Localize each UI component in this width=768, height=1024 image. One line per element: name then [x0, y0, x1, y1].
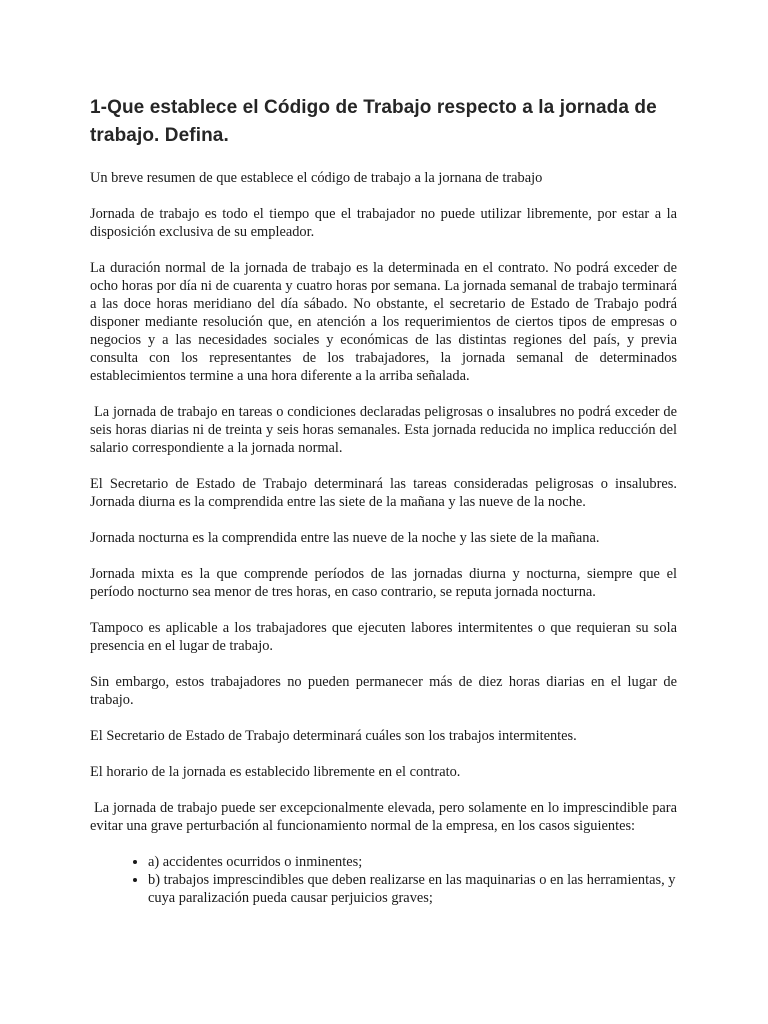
list-item: • b) trabajos imprescindibles que deben realizarse en las maquinarias o en las herramientas, y cuya paralización pueda causar perjuicios graves; — [148, 871, 677, 907]
document-title: 1-Que establece el Código de Trabajo respecto a la jornada de trabajo. Defina. — [90, 97, 657, 146]
paragraph-night-shift: Jornada nocturna es la comprendida entre las nueve de la noche y las siete de la mañana. — [90, 530, 600, 546]
cases-list — [90, 853, 677, 907]
paragraph-schedule: El horario de la jornada es establecido libremente en el contrato. — [90, 764, 461, 780]
paragraph-secretary: El Secretario de Estado de Trabajo determinará cuáles son los trabajos intermitentes. — [90, 728, 577, 744]
document-content — [90, 94, 677, 907]
paragraph-exceptional: La jornada de trabajo puede ser excepcionalmente elevada, pero solamente en lo imprescindible para evitar una grave perturbación al funcionamiento normal de la empresa, en los casos siguientes: — [90, 800, 677, 834]
paragraph-duration: La duración normal de la jornada de trabajo es la determinada en el contrato. No podrá exceder de ocho horas por día ni de cuarenta y cuatro horas por semana. La jornada semanal de trabajo terminará a las doce horas meridiano del día sábado. No obstante, el secretario de Estado de Trabajo podrá disponer mediante resolución que, en atención a los requerimientos de ciertos tipos de empresas o negocios y a las necesidades sociales y económicas de las distintas regiones del país, y previa consulta con los representantes de los trabajadores, la jornada semanal de determinados establecimientos termine a una hora diferente a la arriba señalada. — [90, 260, 677, 384]
paragraph-day-shift: El Secretario de Estado de Trabajo determinará las tareas consideradas peligrosas o insalubres. Jornada diurna es la comprendida entre las siete de la mañana y las nueve de la noche. — [90, 476, 677, 510]
paragraph-intermittent: Tampoco es aplicable a los trabajadores que ejecuten labores intermitentes o que requieran su sola presencia en el lugar de trabajo. — [90, 620, 677, 654]
paragraph-definition: Jornada de trabajo es todo el tiempo que el trabajador no puede utilizar libremente, por estar a la disposición exclusiva de su empleador. — [90, 206, 677, 240]
paragraph-ten-hours: Sin embargo, estos trabajadores no pueden permanecer más de diez horas diarias en el lugar de trabajo. — [90, 674, 677, 708]
list-item: • a) accidentes ocurridos o inminentes; — [148, 853, 677, 871]
paragraph-summary: Un breve resumen de que establece el código de trabajo a la jornana de trabajo — [90, 170, 543, 186]
paragraph-dangerous-work: La jornada de trabajo en tareas o condiciones declaradas peligrosas o insalubres no podrá exceder de seis horas diarias ni de treinta y seis horas semanales. Esta jornada reducida no implica reducción del salario correspondiente a la jornada normal. — [90, 404, 677, 456]
paragraph-mixed-shift: Jornada mixta es la que comprende períodos de las jornadas diurna y nocturna, siempre que el período nocturno sea menor de tres horas, en caso contrario, se reputa jornada nocturna. — [90, 566, 677, 600]
